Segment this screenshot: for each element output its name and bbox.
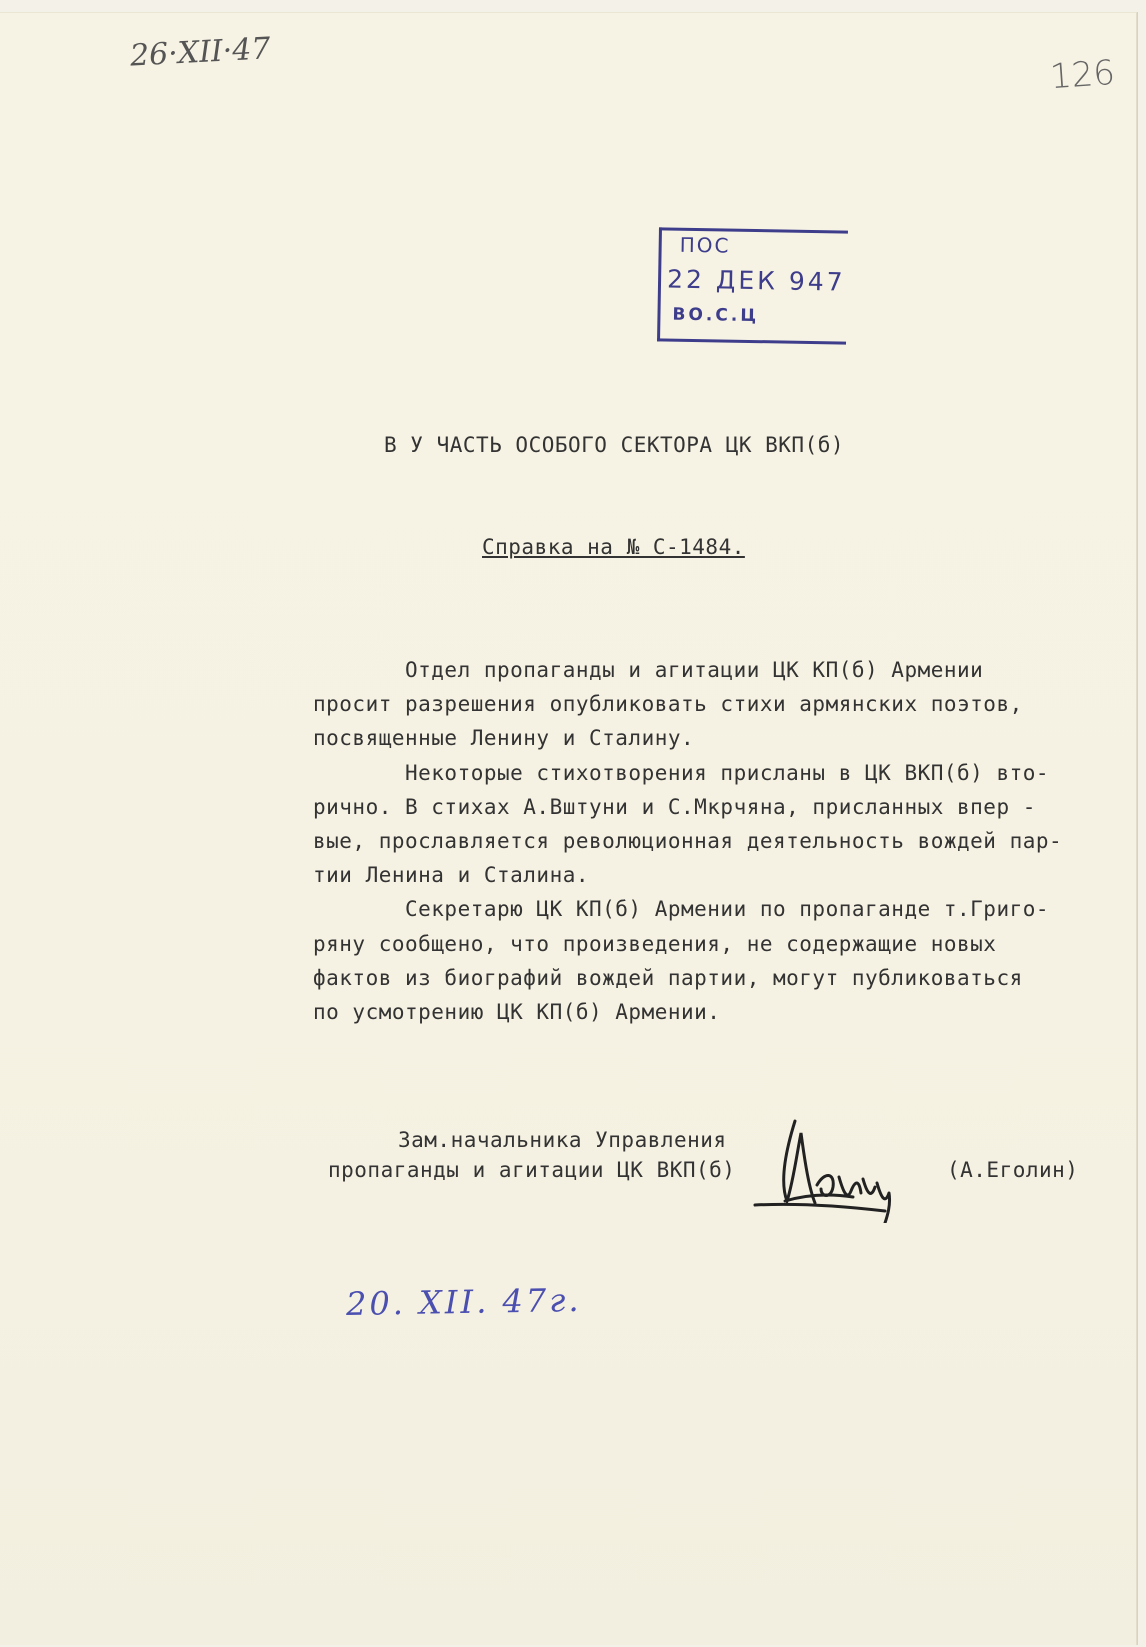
body-line: просит разрешения опубликовать стихи армянских поэтов, xyxy=(313,692,1023,717)
body-line: Некоторые стихотворения присланы в ЦК ВКП(б) вто- xyxy=(313,760,1050,785)
page-number: 126 xyxy=(1048,52,1117,98)
handwritten-date-bottom: 20. XII. 47г. xyxy=(345,1280,582,1324)
handwritten-signature xyxy=(735,1113,915,1223)
stamp-date: 22 ДЕК 947 xyxy=(666,264,846,297)
body-line: тии Ленина и Сталина. xyxy=(313,863,590,888)
addressee-line: В У ЧАСТЬ ОСОБОГО СЕКТОРА ЦК ВКП(б) xyxy=(384,433,845,457)
body-line: Секретарю ЦК КП(б) Армении по пропаганде т.Григо- xyxy=(313,897,1050,922)
body-line: Отдел пропаганды и агитации ЦК КП(б) Армении xyxy=(313,658,984,682)
body-line: ряну сообщено, что произведения, не содержащие новых xyxy=(313,931,997,956)
signatory-name: (А.Еголин) xyxy=(947,1158,1079,1182)
stamp-line-1: ПОС xyxy=(679,232,731,258)
receipt-stamp xyxy=(657,227,848,344)
stamp-line-3: ВО.С.Ц xyxy=(672,304,760,327)
body-line: вые, прославляется революционная деятельность вождей пар- xyxy=(313,829,1063,854)
body-line: посвященные Ленину и Сталину. xyxy=(313,726,695,751)
signature-title-line-2: пропаганды и агитации ЦК ВКП(б) xyxy=(328,1158,736,1182)
document-page xyxy=(0,12,1137,1645)
body-line: фактов из биографий вождей партии, могут публиковаться xyxy=(313,965,1023,990)
body-line: по усмотрению ЦК КП(б) Армении. xyxy=(313,1000,721,1025)
subject-line: Справка на № С-1484. xyxy=(482,535,745,559)
handwritten-date-top: 26·XII·47 xyxy=(129,31,272,74)
body-line: рично. В стихах А.Вштуни и С.Мкрчяна, присланных впер - xyxy=(313,794,1036,819)
body-text xyxy=(313,653,1062,1029)
signature-title-line-1: Зам.начальника Управления xyxy=(398,1128,727,1152)
